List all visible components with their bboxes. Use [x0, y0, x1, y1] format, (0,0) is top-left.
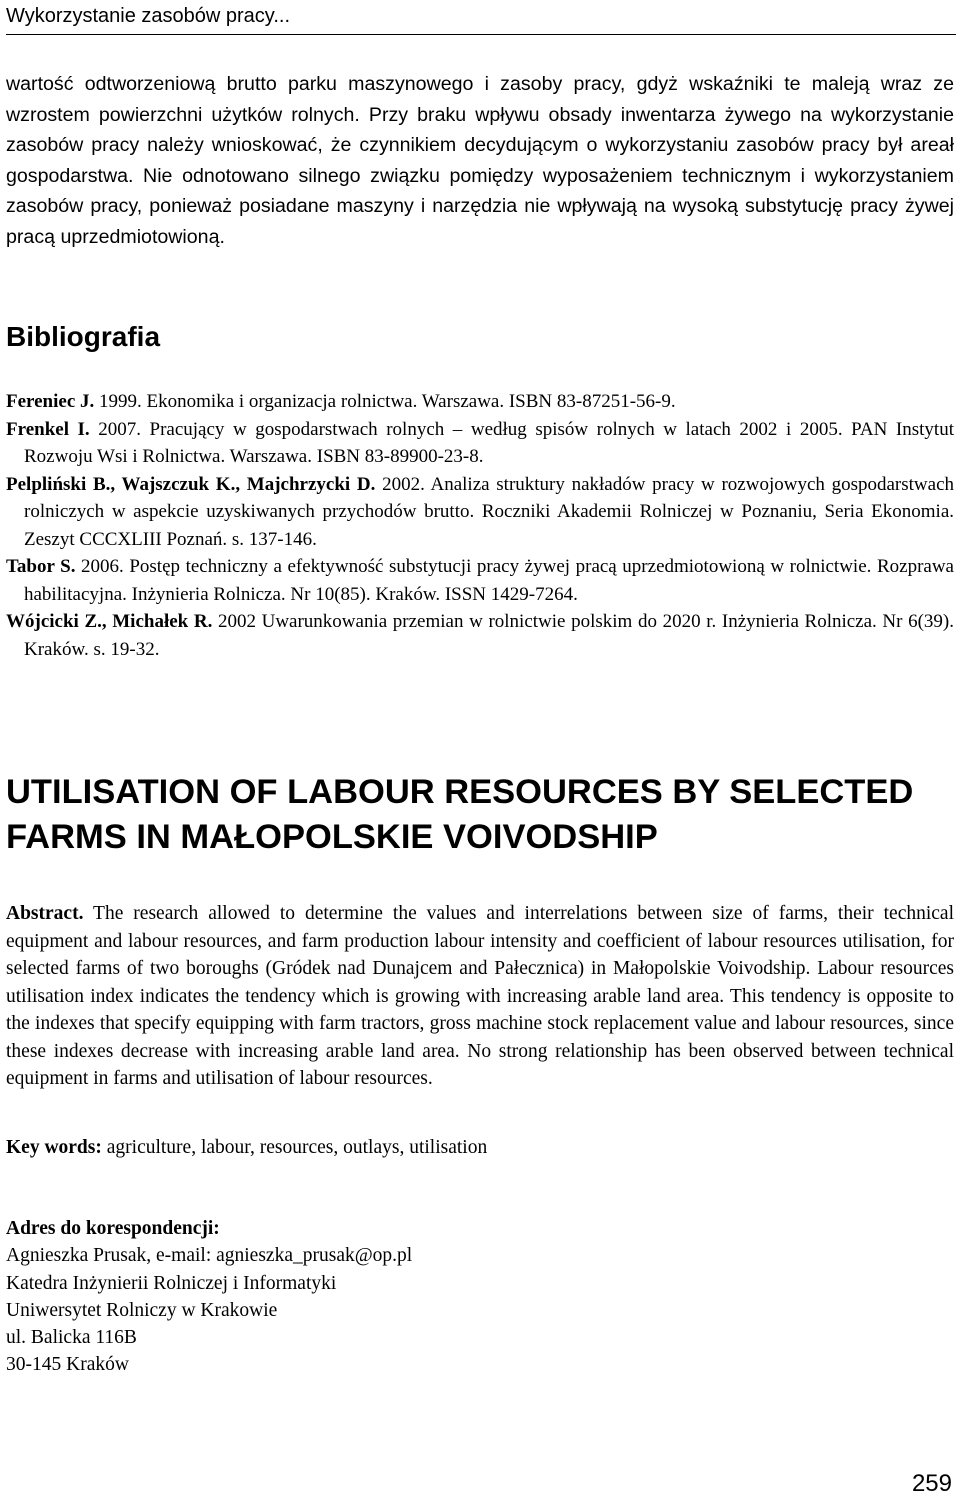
bibliography-entry: [6, 553, 954, 608]
bibliography-entry: [6, 388, 954, 416]
entry-authors: Tabor S.: [6, 556, 76, 577]
entry-authors: Pelpliński B., Wajszczuk K., Majchrzycki D.: [6, 473, 376, 495]
running-title: Wykorzystanie zasobów pracy...: [6, 5, 290, 27]
bibliography-entry: [6, 416, 954, 471]
intro-paragraph: wartość odtworzeniową brutto parku maszynowego i zasoby pracy, gdyż wskaźniki te maleją wraz ze wzrostem powierzchni użytków rolnych. Przy braku wpływu obsady inwentarza żywego na wykorzystanie zasobów pracy należy wnioskować, że czynnikiem decydującym o wykorzystaniu zasobów pracy był areał gospodarstwa. Nie odnotowano silnego związku pomiędzy wyposażeniem technicznym i wykorzystaniem zasobów pracy, ponieważ posiadane maszyny i narzędzia nie wpływają na wysoką substytucję pracy żywej pracą uprzedmiotowioną.: [6, 73, 954, 248]
bibliography-list: [6, 388, 954, 663]
correspondence-label: Adres do korespondencji:: [6, 1218, 220, 1239]
entry-authors: Fereniec J.: [6, 391, 95, 412]
bibliography-entry: [6, 471, 954, 554]
entry-text: 2007. Pracujący w gospodarstwach rolnych – według spisów rolnych w latach 2002 i 2005. PAN Instytut Rozwoju Wsi i Rolnictwa. Warszawa. ISBN 83-89900-23-8.: [24, 418, 954, 467]
abstract-text: The research allowed to determine the values and interrelations between size of farms, their technical equipment and labour resources, and farm production labour intensity and coefficient of labour resources utilisation, for selected farms of two boroughs (Gródek nad Dunajcem and Pałecznica) in Małopolskie Voivodship. Labour resources utilisation index indicates the tendency which is growing with increasing arable land area. This tendency is opposite to the indexes that specify equipping with farm tractors, gross machine stock replacement value and labour resources, since these indexes decrease with increasing arable land area. No strong relationship has been observed between technical equipment in farms and utilisation of labour resources.: [6, 903, 954, 1089]
correspondence-line: Agnieszka Prusak, e-mail: agnieszka_prusak@op.pl: [6, 1245, 413, 1267]
entry-authors: Frenkel I.: [6, 418, 90, 440]
running-header: [6, 0, 956, 35]
correspondence-line: Uniwersytet Rolniczy w Krakowie: [6, 1299, 278, 1321]
keywords-label: Key words:: [6, 1137, 102, 1158]
entry-authors: Wójcicki Z., Michałek R.: [6, 611, 213, 632]
correspondence-line: Katedra Inżynierii Rolniczej i Informatyki: [6, 1272, 337, 1294]
page-number: 259: [911, 1470, 952, 1497]
entry-text: 1999. Ekonomika i organizacja rolnictwa. Warszawa. ISBN 83-87251-56-9.: [94, 391, 676, 412]
bibliography-heading: Bibliografia: [6, 321, 161, 352]
abstract-paragraph: [6, 900, 954, 1093]
entry-text: 2006. Postęp techniczny a efektywność substytucji pracy żywej pracą uprzedmiotowioną w rolnictwie. Rozprawa habilitacyjna. Inżynieria Rolnicza. Nr 10(85). Kraków. ISSN 1429-7264.: [24, 556, 954, 605]
english-title: UTILISATION OF LABOUR RESOURCES BY SELECTED FARMS IN MAŁOPOLSKIE VOIVODSHIP: [6, 773, 914, 856]
keywords-text: agriculture, labour, resources, outlays, utilisation: [101, 1137, 488, 1158]
correspondence-line: ul. Balicka 116B: [6, 1327, 137, 1349]
keywords-paragraph: [6, 1134, 954, 1162]
correspondence-line: 30-145 Kraków: [6, 1354, 129, 1376]
entry-text: 2002 Uwarunkowania przemian w rolnictwie polskim do 2020 r. Inżynieria Rolnicza. Nr 6(39). Kraków. s. 19-32.: [24, 611, 955, 660]
bibliography-entry: [6, 608, 954, 663]
correspondence-block: [6, 1215, 954, 1379]
abstract-label: Abstract.: [6, 903, 84, 924]
entry-text: 2002. Analiza struktury nakładów pracy w rozwojowych gospodarstwach rolniczych w aspekcie uzyskiwanych przychodów brutto. Roczniki Akademii Rolniczej w Poznaniu, Seria Ekonomia. Zeszyt CCCXLIII Poznań. s. 137-146.: [24, 473, 955, 550]
